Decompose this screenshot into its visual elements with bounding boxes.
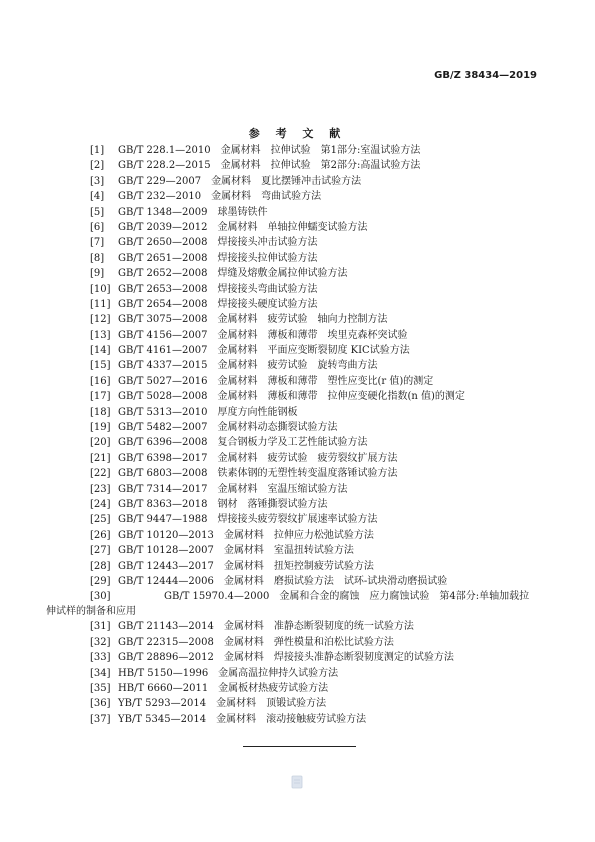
reference-number: [8] — [90, 252, 105, 264]
watermark-icon — [291, 775, 303, 789]
reference-number: [7] — [90, 237, 105, 249]
reference-number: [18] — [90, 406, 111, 418]
reference-text: GB/T 232—2010 金属材料 弯曲试验方法 — [118, 191, 322, 203]
reference-number: [24] — [90, 498, 111, 510]
page-title: 参 考 文 献 — [248, 127, 347, 140]
reference-text: GB/T 7314—2017 金属材料 室温压缩试验方法 — [118, 483, 348, 495]
reference-number: [20] — [90, 437, 111, 449]
reference-item — [0, 435, 595, 450]
reference-text: GB/T 2652—2008 焊缝及熔敷金属拉伸试验方法 — [118, 268, 348, 280]
reference-text: GB/T 9447—1988 焊接接头疲劳裂纹扩展速率试验方法 — [118, 514, 378, 526]
reference-item — [0, 619, 595, 634]
reference-item — [0, 420, 595, 435]
reference-item — [0, 189, 595, 204]
end-divider — [243, 746, 356, 747]
reference-item — [0, 358, 595, 373]
reference-item — [0, 574, 595, 589]
reference-list — [0, 143, 595, 727]
reference-text: GB/T 12443—2017 金属材料 扭矩控制疲劳试验方法 — [118, 560, 374, 572]
reference-text: GB/T 4337—2015 金属材料 疲劳试验 旋转弯曲方法 — [118, 360, 378, 372]
reference-number: [22] — [90, 468, 111, 480]
reference-number: [3] — [90, 175, 105, 187]
reference-item — [0, 220, 595, 235]
reference-number: [31] — [90, 621, 111, 633]
reference-number: [32] — [90, 636, 111, 648]
reference-number: [29] — [90, 575, 111, 587]
reference-number: [9] — [90, 268, 105, 280]
reference-number: [17] — [90, 391, 111, 403]
reference-item — [0, 235, 595, 250]
reference-text: GB/T 229—2007 金属材料 夏比摆锤冲击试验方法 — [118, 175, 362, 187]
reference-text: HB/T 6660—2011 金属板材热疲劳试验方法 — [118, 682, 329, 694]
reference-text: GB/T 6398—2017 金属材料 疲劳试验 疲劳裂纹扩展方法 — [118, 452, 398, 464]
reference-number: [37] — [90, 713, 111, 725]
reference-text: GB/T 228.1—2010 金属材料 拉伸试验 第1部分:室温试验方法 — [118, 145, 421, 156]
reference-text: GB/T 22315—2008 金属材料 弹性模量和泊松比试验方法 — [118, 636, 394, 648]
reference-number: [14] — [90, 345, 111, 357]
reference-item — [0, 482, 595, 497]
reference-item — [0, 343, 595, 358]
reference-item — [0, 497, 595, 512]
reference-text: GB/T 8363—2018 钢材 落锤撕裂试验方法 — [118, 498, 328, 510]
reference-number: [4] — [90, 191, 105, 203]
reference-item — [0, 681, 595, 696]
reference-number: [10] — [90, 283, 111, 295]
reference-number: [21] — [90, 452, 111, 464]
reference-text: GB/T 2650—2008 焊接接头冲击试验方法 — [118, 237, 318, 249]
reference-item — [0, 466, 595, 481]
reference-item — [0, 174, 595, 189]
reference-text: GB/T 2039—2012 金属材料 单轴拉伸蠕变试验方法 — [118, 221, 368, 233]
reference-text: GB/T 28896—2012 金属材料 焊接接头准静态断裂韧度测定的试验方法 — [118, 652, 454, 664]
reference-number: [16] — [90, 375, 111, 387]
reference-item — [0, 712, 595, 727]
reference-text: GB/T 4161—2007 金属材料 平面应变断裂韧度 KIC试验方法 — [118, 345, 410, 357]
reference-number: [23] — [90, 483, 111, 495]
reference-text: GB/T 15970.4—2000 金属和合金的腐蚀 应力腐蚀试验 第4部分:单轴加载拉伸试样的制备和应用 — [46, 591, 530, 618]
reference-text: GB/T 6803—2008 铁素体钢的无塑性转变温度落锤试验方法 — [118, 468, 398, 480]
reference-number: [15] — [90, 360, 111, 372]
reference-number: [30] — [90, 591, 111, 603]
reference-item — [0, 297, 595, 312]
reference-number: [1] — [90, 145, 105, 156]
reference-item — [0, 650, 595, 665]
reference-text: YB/T 5293—2014 金属材料 顶锻试验方法 — [118, 698, 327, 710]
reference-number: [2] — [90, 160, 105, 172]
reference-number: [33] — [90, 652, 111, 664]
reference-number: [26] — [90, 529, 111, 541]
reference-number: [5] — [90, 206, 105, 218]
reference-text: GB/T 3075—2008 金属材料 疲劳试验 轴向力控制方法 — [118, 314, 388, 326]
reference-number: [13] — [90, 329, 111, 341]
reference-text: GB/T 5027—2016 金属材料 薄板和薄带 塑性应变比(r 值)的测定 — [118, 375, 434, 387]
reference-item — [0, 312, 595, 327]
reference-text: GB/T 21143—2014 金属材料 准静态断裂韧度的统一试验方法 — [118, 621, 414, 633]
reference-text: GB/T 6396—2008 复合钢板力学及工艺性能试验方法 — [118, 437, 368, 449]
reference-item — [0, 205, 595, 220]
reference-number: [6] — [90, 221, 105, 233]
reference-item — [0, 405, 595, 420]
reference-number: [28] — [90, 560, 111, 572]
reference-text: GB/T 5028—2008 金属材料 薄板和薄带 拉伸应变硬化指数(n 值)的测定 — [118, 391, 465, 403]
reference-item — [0, 328, 595, 343]
reference-number: [34] — [90, 667, 111, 679]
reference-item — [0, 512, 595, 527]
reference-text: YB/T 5345—2014 金属材料 滚动接触疲劳试验方法 — [118, 713, 367, 725]
reference-text: GB/T 2653—2008 焊接接头弯曲试验方法 — [118, 283, 318, 295]
reference-item — [0, 543, 595, 558]
reference-text: GB/T 10128—2007 金属材料 室温扭转试验方法 — [118, 545, 354, 557]
reference-item — [0, 635, 595, 650]
reference-text: GB/T 2651—2008 焊接接头拉伸试验方法 — [118, 252, 318, 264]
reference-number: [36] — [90, 698, 111, 710]
reference-number: [11] — [90, 298, 111, 310]
reference-number: [19] — [90, 422, 111, 434]
reference-text: GB/T 228.2—2015 金属材料 拉伸试验 第2部分:高温试验方法 — [118, 160, 421, 172]
reference-item — [0, 451, 595, 466]
reference-text: HB/T 5150—1996 金属高温拉伸持久试验方法 — [118, 667, 339, 679]
reference-item — [0, 589, 595, 619]
reference-item — [0, 559, 595, 574]
reference-number: [25] — [90, 514, 111, 526]
reference-item — [0, 251, 595, 266]
reference-item — [0, 266, 595, 281]
reference-item — [0, 143, 595, 158]
reference-text: GB/T 5482—2007 金属材料动态撕裂试验方法 — [118, 422, 338, 434]
standard-code: GB/Z 38434—2019 — [434, 70, 537, 81]
reference-text: GB/T 1348—2009 球墨铸铁件 — [118, 206, 268, 218]
reference-text: GB/T 5313—2010 厚度方向性能钢板 — [118, 406, 298, 418]
reference-item — [0, 158, 595, 173]
reference-text: GB/T 12444—2006 金属材料 磨损试验方法 试环-试块滑动磨损试验 — [118, 575, 448, 587]
reference-number: [12] — [90, 314, 111, 326]
reference-text: GB/T 4156—2007 金属材料 薄板和薄带 埃里克森杯突试验 — [118, 329, 408, 341]
reference-item — [0, 696, 595, 711]
reference-item — [0, 374, 595, 389]
reference-item — [0, 389, 595, 404]
reference-item — [0, 528, 595, 543]
reference-number: [27] — [90, 545, 111, 557]
reference-item — [0, 282, 595, 297]
reference-text: GB/T 10120—2013 金属材料 拉伸应力松弛试验方法 — [118, 529, 374, 541]
reference-text: GB/T 2654—2008 焊接接头硬度试验方法 — [118, 298, 318, 310]
reference-number: [35] — [90, 682, 111, 694]
reference-item — [0, 666, 595, 681]
